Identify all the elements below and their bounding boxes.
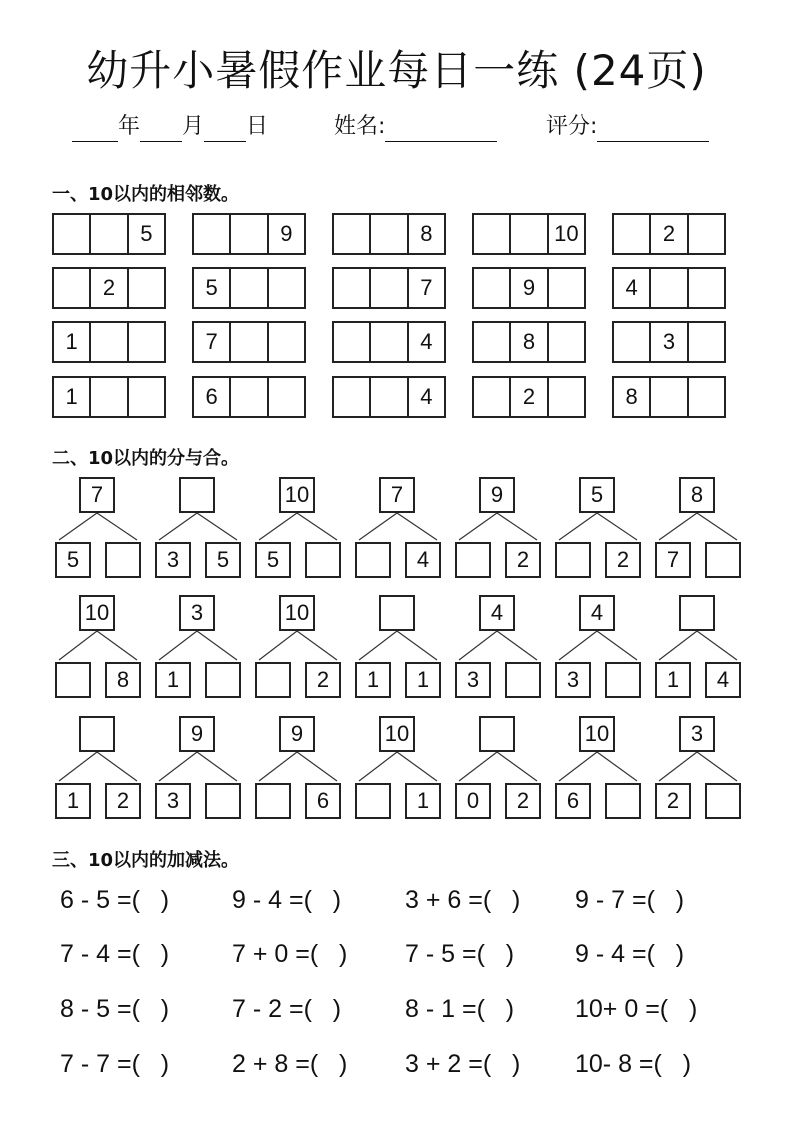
bond-top-box[interactable] [679, 595, 715, 631]
bond-line [459, 631, 497, 660]
equation[interactable]: 7 + 0 =( ) [232, 940, 348, 968]
bond-line [359, 752, 397, 781]
bond-left-box: 6 [555, 783, 591, 819]
bond-top-box[interactable] [179, 477, 215, 513]
strip-cell: 10 [547, 215, 584, 253]
bond-left-box: 3 [155, 783, 191, 819]
strip-cell: 8 [625, 384, 638, 409]
bond-top-box: 9 [479, 477, 515, 513]
bond-left-box[interactable] [255, 783, 291, 819]
bond-right-box: 2 [605, 542, 641, 578]
strip-cell: 7 [407, 269, 444, 307]
equation[interactable]: 9 - 4 =( ) [232, 886, 342, 914]
bond-left-box[interactable] [455, 542, 491, 578]
equation[interactable]: 10- 8 =( ) [575, 1050, 692, 1078]
bond-line [697, 513, 737, 540]
bond-line [459, 752, 497, 781]
equation[interactable]: 7 - 7 =( ) [60, 1050, 170, 1078]
bond-right-box[interactable] [605, 783, 641, 819]
day-label: 日 [246, 114, 269, 139]
bond-top-box: 3 [179, 595, 215, 631]
bond-left-box: 1 [155, 662, 191, 698]
bond-line [559, 513, 597, 540]
strip-cell: 2 [509, 378, 546, 416]
bond-line [159, 513, 197, 540]
bond-top-box: 8 [679, 477, 715, 513]
bond-top-box: 10 [279, 477, 315, 513]
bond-left-box[interactable] [55, 662, 91, 698]
bond-line [297, 513, 337, 540]
bond-right-box: 8 [105, 662, 141, 698]
bond-line [259, 752, 297, 781]
bond-line [59, 513, 97, 540]
strip-cell: 1 [65, 329, 78, 354]
bond-left-box: 5 [255, 542, 291, 578]
bond-line [597, 752, 637, 781]
bond-line [659, 752, 697, 781]
equation[interactable]: 8 - 1 =( ) [405, 995, 515, 1023]
bond-line [397, 631, 437, 660]
bond-right-box[interactable] [505, 662, 541, 698]
bond-left-box: 1 [655, 662, 691, 698]
bond-line [497, 752, 537, 781]
bond-line [197, 513, 237, 540]
bond-line [697, 752, 737, 781]
bond-top-box: 9 [279, 716, 315, 752]
bond-top-box: 10 [379, 716, 415, 752]
bond-line [97, 513, 137, 540]
bond-right-box[interactable] [605, 662, 641, 698]
bond-line [359, 513, 397, 540]
strip-cell: 4 [625, 275, 638, 300]
page-title: 幼升小暑假作业每日一练 (24页) [86, 46, 707, 95]
equation[interactable]: 3 + 6 =( ) [405, 886, 521, 914]
strip-cell: 4 [407, 323, 444, 361]
strip-cell: 9 [509, 269, 546, 307]
equation[interactable]: 8 - 5 =( ) [60, 995, 170, 1023]
equation[interactable]: 2 + 8 =( ) [232, 1050, 348, 1078]
equation[interactable]: 9 - 4 =( ) [575, 940, 685, 968]
bond-line [359, 631, 397, 660]
bond-line [159, 752, 197, 781]
month-label: 月 [182, 114, 205, 139]
strip-cell: 8 [407, 215, 444, 253]
bond-top-box[interactable] [79, 716, 115, 752]
bond-right-box[interactable] [705, 783, 741, 819]
bond-left-box: 0 [455, 783, 491, 819]
bond-top-box: 4 [579, 595, 615, 631]
strip-cell: 2 [649, 215, 686, 253]
bond-left-box: 3 [155, 542, 191, 578]
bond-top-box: 3 [679, 716, 715, 752]
bond-top-box: 5 [579, 477, 615, 513]
equation[interactable]: 7 - 2 =( ) [232, 995, 342, 1023]
bond-right-box: 1 [405, 662, 441, 698]
bond-left-box: 7 [655, 542, 691, 578]
bond-line [297, 752, 337, 781]
bond-left-box[interactable] [555, 542, 591, 578]
bond-left-box: 3 [555, 662, 591, 698]
bond-right-box: 2 [505, 542, 541, 578]
bond-left-box: 3 [455, 662, 491, 698]
bond-left-box: 5 [55, 542, 91, 578]
bond-line [459, 513, 497, 540]
bond-line [259, 631, 297, 660]
bond-left-box[interactable] [355, 542, 391, 578]
section2-heading: 二、10以内的分与合。 [52, 448, 240, 469]
bond-top-box: 4 [479, 595, 515, 631]
bond-top-box: 9 [179, 716, 215, 752]
bond-top-box: 10 [79, 595, 115, 631]
section3-heading: 三、10以内的加减法。 [52, 850, 240, 871]
bond-line [197, 631, 237, 660]
bond-right-box: 2 [105, 783, 141, 819]
bond-line [559, 631, 597, 660]
bond-line [497, 513, 537, 540]
strip-cell: 5 [205, 275, 218, 300]
bond-top-box: 7 [79, 477, 115, 513]
bond-left-box[interactable] [355, 783, 391, 819]
strip-cell: 4 [407, 378, 444, 416]
bond-right-box[interactable] [205, 783, 241, 819]
bond-line [159, 631, 197, 660]
strip-cell: 9 [267, 215, 304, 253]
equation[interactable]: 10+ 0 =( ) [575, 995, 698, 1023]
bond-top-box[interactable] [379, 595, 415, 631]
bond-left-box: 1 [55, 783, 91, 819]
bond-right-box: 2 [305, 662, 341, 698]
bond-right-box: 6 [305, 783, 341, 819]
strip-cell: 6 [205, 384, 218, 409]
bond-line [597, 631, 637, 660]
bond-left-box: 1 [355, 662, 391, 698]
bond-line [397, 513, 437, 540]
bond-left-box[interactable] [255, 662, 291, 698]
bond-right-box: 5 [205, 542, 241, 578]
strip-cell: 2 [89, 269, 126, 307]
bond-top-box: 10 [579, 716, 615, 752]
equation[interactable]: 6 - 5 =( ) [60, 886, 170, 914]
equation[interactable]: 3 + 2 =( ) [405, 1050, 521, 1078]
year-label: 年 [118, 114, 141, 139]
bond-line [497, 631, 537, 660]
equation[interactable]: 7 - 5 =( ) [405, 940, 515, 968]
bond-line [659, 631, 697, 660]
bond-line [59, 752, 97, 781]
bond-top-box: 7 [379, 477, 415, 513]
name-label: 姓名: [334, 114, 386, 139]
bond-line [197, 752, 237, 781]
bond-line [597, 513, 637, 540]
strip-cell: 1 [65, 384, 78, 409]
bond-line [297, 631, 337, 660]
score-label: 评分: [546, 114, 598, 139]
bond-right-box[interactable] [705, 542, 741, 578]
bond-line [697, 631, 737, 660]
bond-line [59, 631, 97, 660]
strip-cell: 5 [127, 215, 164, 253]
bond-right-box[interactable] [305, 542, 341, 578]
bond-line [97, 631, 137, 660]
bond-right-box[interactable] [105, 542, 141, 578]
bond-line [259, 513, 297, 540]
bond-right-box: 4 [705, 662, 741, 698]
strip-cell: 3 [649, 323, 686, 361]
section1-heading: 一、10以内的相邻数。 [52, 184, 240, 205]
strip-cell: 8 [509, 323, 546, 361]
bond-top-box[interactable] [479, 716, 515, 752]
equation[interactable]: 7 - 4 =( ) [60, 940, 170, 968]
bond-line [559, 752, 597, 781]
bond-left-box: 2 [655, 783, 691, 819]
bond-line [97, 752, 137, 781]
equation[interactable]: 9 - 7 =( ) [575, 886, 685, 914]
bond-right-box: 4 [405, 542, 441, 578]
bond-line [659, 513, 697, 540]
strip-cell: 7 [205, 329, 218, 354]
bond-right-box: 1 [405, 783, 441, 819]
bond-right-box[interactable] [205, 662, 241, 698]
bond-line [397, 752, 437, 781]
bond-top-box: 10 [279, 595, 315, 631]
bond-right-box: 2 [505, 783, 541, 819]
